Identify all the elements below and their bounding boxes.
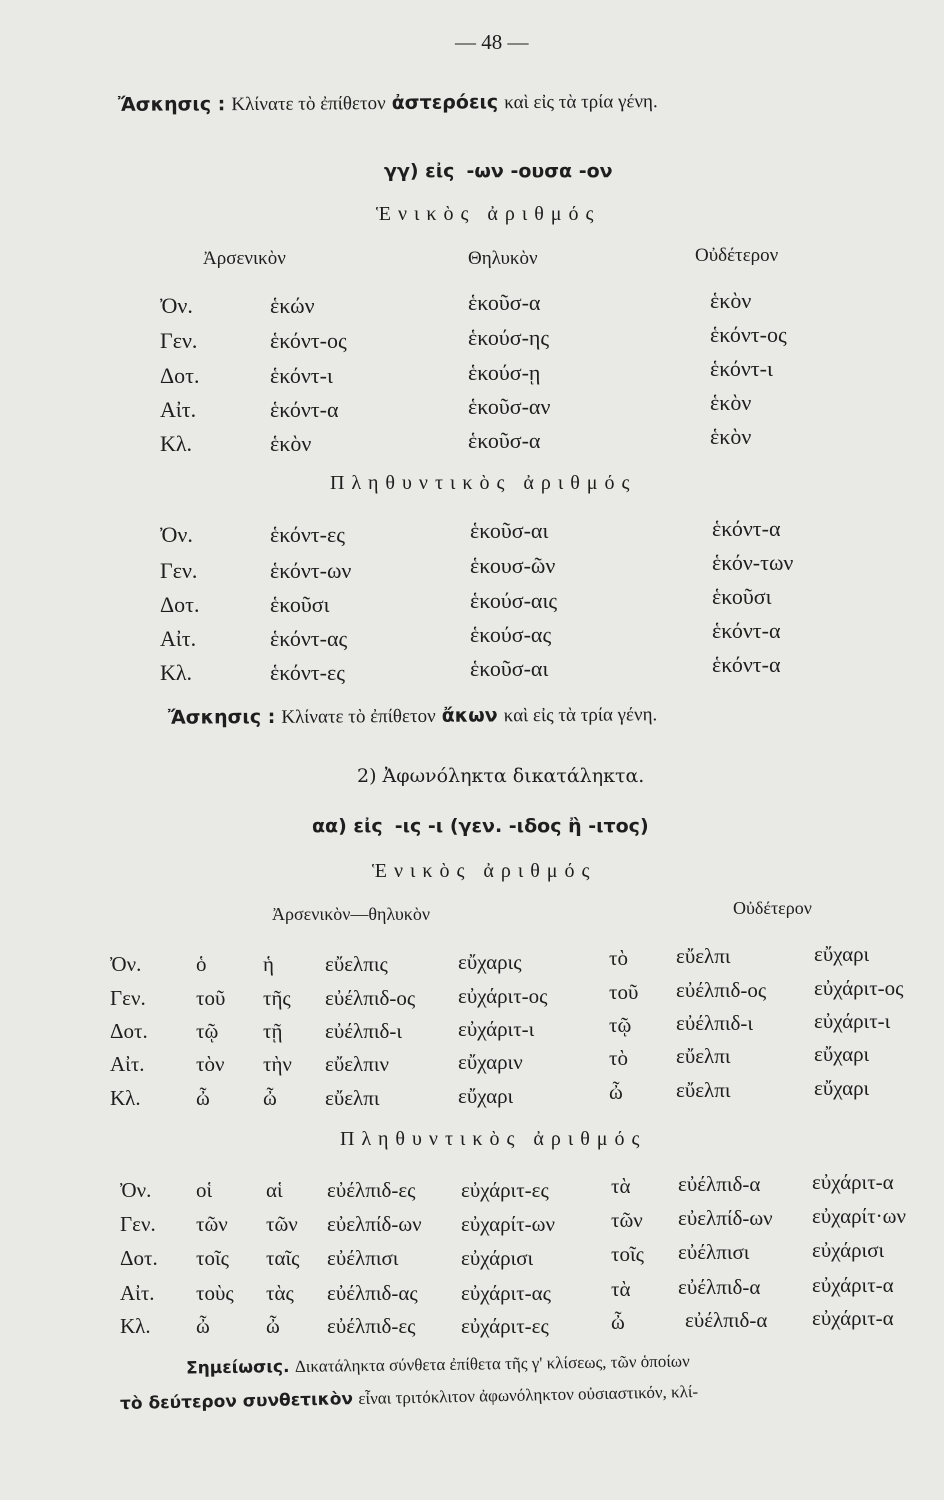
aa-pl-art-n-0: τὰ [611,1174,631,1198]
aa-pl-art-m-4: ὦ [196,1314,210,1338]
section2-title: 2) Ἀφωνόληκτα δικατάληκτα. [357,765,645,787]
aa-header-masc-fem: Ἀρσενικὸν—θηλυκὸν [272,904,430,924]
gg-sg-neut-dat: ἑκόντ-ι [710,356,773,381]
aa-sg-charis-1: εὐχάριτ-ος [458,984,548,1008]
gg-sg-fem-acc: ἑκοῦσ-αν [468,394,551,419]
aa-pl-elpis-3: εὐέλπιδ-ας [327,1281,418,1305]
gg-sg-fem-dat: ἑκούσ-ῃ [468,360,541,385]
aa-case-dat: Δοτ. [110,1019,148,1043]
section-gg-heading [384,160,613,182]
exercise-text: Κλίνατε τὸ ἐπίθετον [231,93,386,116]
note-text-2-word: τὸ δεύτερον συνθετικὸν [119,1389,354,1415]
aa-case-voc-pl: Κλ. [120,1314,151,1338]
gg-pl-masc-voc: ἑκόντ-ες [270,660,345,685]
aa-pl-chari-n-0: εὐχάριτ-α [812,1170,894,1194]
aa-sg-chari-n-2: εὐχάριτ-ι [814,1009,891,1033]
aa-pl-charis-4: εὐχάριτ-ες [461,1314,549,1338]
exercise-rest: καὶ εἰς τὰ τρία γένη. [504,91,658,114]
aa-case-acc: Αἰτ. [110,1052,145,1076]
note-label: Σημείωσις. [185,1357,290,1379]
note-text-2-rest: εἶναι τριτόκλιτον ἀφωνόληκτον οὐσιαστικόν, κλί- [358,1381,699,1409]
aa-sg-elpis-3: εὔελπιν [325,1052,389,1076]
exercise-word: ἀστερόεις [391,91,499,114]
aa-sg-elpis-2: εὐέλπιδ-ι [325,1019,403,1043]
case-gen: Γεν. [160,328,198,353]
aa-sg-elpis-1: εὐέλπιδ-ος [325,986,416,1010]
header-neuter: Οὐδέτερον [695,245,779,266]
aa-case-gen-pl: Γεν. [120,1212,156,1236]
aa-sg-art-n-1: τοῦ [609,980,639,1004]
aa-case-dat-pl: Δοτ. [120,1246,158,1270]
aa-pl-art-m-0: οἱ [196,1178,213,1202]
aa-pl-art-f-2: ταῖς [266,1246,300,1270]
gg-pl-masc-dat: ἑκοῦσι [270,592,330,617]
aa-pl-art-f-3: τὰς [266,1281,294,1305]
aa-sg-elpi-n-1: εὐέλπιδ-ος [676,978,767,1002]
aa-sg-art-m-1: τοῦ [196,986,226,1010]
gg-pl-neut-nom: ἑκόντ-α [712,516,781,541]
header-masculine: Ἀρσενικὸν [203,248,286,269]
gg-pl-fem-dat: ἑκούσ-αις [470,588,558,613]
aa-sg-chari-n-0: εὔχαρι [814,942,870,966]
section-aa-heading [312,815,649,837]
aa-pl-elpis-4: εὐέλπιδ-ες [327,1314,416,1338]
aa-sg-chari-n-1: εὐχάριτ-ος [814,976,904,1000]
aa-pl-elpi-n-4: εὐέλπιδ-α [685,1308,768,1332]
case-acc-pl: Αἰτ. [160,626,197,651]
aa-sg-art-m-2: τῷ [196,1019,219,1043]
aa-sg-art-f-1: τῆς [263,986,291,1010]
aa-pl-elpi-n-1: εὐελπίδ-ων [678,1206,773,1230]
gg-pl-neut-acc: ἑκόντ-α [712,618,781,643]
aa-sg-art-m-3: τὸν [196,1052,225,1076]
gg-sg-neut-acc: ἑκὸν [710,390,752,415]
gg-pl-neut-dat: ἑκοῦσι [712,584,772,609]
section-aa-prefix: αα) εἰς [312,815,383,837]
gg-sg-masc-voc: ἑκὸν [270,431,312,456]
aa-case-voc: Κλ. [110,1086,141,1110]
note-line-1 [186,1351,690,1378]
aa-pl-elpis-2: εὐέλπισι [327,1246,399,1270]
gg-pl-fem-gen: ἑκουσ-ῶν [470,553,556,578]
plural-heading: Πληθυντικὸς ἀριθμός [330,472,637,494]
aa-pl-charis-1: εὐχαρίτ-ων [461,1212,555,1236]
aa-sg-elpis-4: εὔελπι [325,1086,380,1110]
section-gg-endings: -ων -ουσα -ον [466,160,613,182]
aa-pl-chari-n-4: εὐχάριτ-α [812,1306,894,1330]
gg-sg-masc-gen: ἑκόντ-ος [270,328,347,353]
aa-sg-art-m-0: ὁ [196,952,207,976]
aa-singular-heading: Ἑνικὸς ἀριθμός [372,860,597,882]
aa-pl-chari-n-1: εὐχαρίτ·ων [812,1204,906,1228]
gg-sg-masc-nom: ἑκών [270,293,315,318]
section-gg-prefix: γγ) εἰς [384,160,455,182]
aa-pl-art-f-4: ὦ [266,1314,280,1338]
aa-pl-art-f-1: τῶν [266,1212,298,1236]
aa-pl-chari-n-2: εὐχάρισι [812,1238,885,1262]
case-dat-pl: Δοτ. [160,592,200,617]
gg-pl-fem-voc: ἑκοῦσ-αι [470,656,549,681]
aa-pl-art-n-1: τῶν [611,1208,643,1232]
gg-sg-fem-voc: ἑκοῦσ-α [468,428,541,453]
aa-pl-elpis-1: εὐελπίδ-ων [327,1212,422,1236]
aa-sg-charis-0: εὔχαρις [458,950,522,974]
gg-pl-masc-nom: ἑκόντ-ες [270,522,345,547]
exercise2-rest: καὶ εἰς τὰ τρία γένη. [503,704,658,727]
aa-pl-art-n-4: ὦ [611,1310,625,1334]
aa-sg-charis-2: εὐχάριτ-ι [458,1017,535,1041]
aa-sg-elpi-n-3: εὔελπι [676,1044,731,1068]
case-dat: Δοτ. [160,363,200,388]
aa-pl-elpi-n-2: εὐέλπισι [678,1240,750,1264]
aa-sg-art-n-2: τῷ [609,1013,632,1037]
aa-sg-chari-n-4: εὔχαρι [814,1076,870,1100]
aa-sg-charis-3: εὔχαριν [458,1050,523,1074]
gg-pl-masc-gen: ἑκόντ-ων [270,558,352,583]
aa-case-gen: Γεν. [110,986,146,1010]
aa-pl-elpis-0: εὐέλπιδ-ες [327,1178,416,1202]
exercise-line-1 [118,90,658,117]
aa-pl-charis-0: εὐχάριτ-ες [461,1178,549,1202]
gg-pl-fem-nom: ἑκοῦσ-αι [470,518,549,543]
aa-sg-art-n-4: ὦ [609,1080,623,1104]
gg-sg-fem-nom: ἑκοῦσ-α [468,290,541,315]
case-nom: Ὀν. [160,293,193,318]
header-feminine: Θηλυκὸν [468,248,538,269]
aa-sg-art-n-0: τὸ [609,946,628,970]
case-nom-pl: Ὀν. [160,522,193,547]
exercise2-label: Ἄσκησις : [167,705,276,729]
aa-sg-art-f-0: ἡ [263,952,274,976]
gg-pl-masc-acc: ἑκόντ-ας [270,626,348,651]
aa-pl-charis-2: εὐχάρισι [461,1246,534,1270]
gg-sg-neut-nom: ἑκὸν [710,288,752,313]
note-line-2 [120,1382,698,1414]
note-text-1: Δικατάληκτα σύνθετα ἐπίθετα τῆς γ' κλίσεως, τῶν ὁποίων [294,1351,690,1376]
aa-pl-art-m-3: τοὺς [196,1281,234,1305]
aa-case-nom: Ὀν. [110,952,142,976]
aa-sg-elpi-n-4: εὔελπι [676,1078,731,1102]
exercise2-word: ἄκων [441,704,498,727]
aa-sg-elpi-n-2: εὐέλπιδ-ι [676,1011,754,1035]
gg-sg-masc-acc: ἑκόντ-α [270,397,339,422]
gg-sg-neut-voc: ἑκὸν [710,424,752,449]
singular-heading: Ἑνικὸς ἀριθμός [376,203,601,225]
aa-case-nom-pl: Ὀν. [120,1178,152,1202]
gg-pl-neut-gen: ἑκόν-των [712,550,794,575]
case-acc: Αἰτ. [160,397,197,422]
section-aa-endings: -ις -ι (γεν. -ιδος ἢ -ιτος) [394,815,649,837]
gg-sg-neut-gen: ἑκόντ-ος [710,322,787,347]
case-voc: Κλ. [160,431,193,456]
aa-sg-art-f-3: τὴν [263,1052,292,1076]
case-gen-pl: Γεν. [160,558,198,583]
aa-sg-chari-n-3: εὔχαρι [814,1042,870,1066]
gg-pl-neut-voc: ἑκόντ-α [712,652,781,677]
aa-pl-chari-n-3: εὐχάριτ-α [812,1273,894,1297]
aa-sg-elpis-0: εὔελπις [325,952,388,976]
aa-pl-elpi-n-3: εὐέλπιδ-α [678,1275,761,1299]
exercise-line-2 [168,703,657,729]
page-number: — 48 — [455,30,529,54]
aa-pl-art-m-1: τῶν [196,1212,228,1236]
gg-sg-masc-dat: ἑκόντ-ι [270,363,333,388]
aa-sg-art-f-4: ὦ [263,1086,277,1110]
aa-pl-art-n-2: τοῖς [611,1242,644,1266]
aa-sg-art-n-3: τὸ [609,1046,628,1070]
aa-sg-elpi-n-0: εὔελπι [676,944,731,968]
aa-plural-heading: Πληθυντικὸς ἀριθμός [340,1128,647,1150]
aa-header-neuter: Οὐδέτερον [733,898,812,918]
aa-sg-charis-4: εὔχαρι [458,1084,514,1108]
exercise-label: Ἄσκησις : [117,93,226,116]
aa-pl-elpi-n-0: εὐέλπιδ-α [678,1172,761,1196]
aa-sg-art-f-2: τῇ [263,1019,283,1043]
aa-pl-art-f-0: αἱ [266,1178,283,1202]
gg-pl-fem-acc: ἑκούσ-ας [470,622,552,647]
gg-sg-fem-gen: ἑκούσ-ης [468,325,550,350]
aa-pl-charis-3: εὐχάριτ-ας [461,1281,551,1305]
exercise2-text: Κλίνατε τὸ ἐπίθετον [281,705,436,728]
case-voc-pl: Κλ. [160,660,193,685]
aa-case-acc-pl: Αἰτ. [120,1281,155,1305]
aa-pl-art-n-3: τὰ [611,1277,631,1301]
aa-pl-art-m-2: τοῖς [196,1246,229,1270]
aa-sg-art-m-4: ὦ [196,1086,210,1110]
